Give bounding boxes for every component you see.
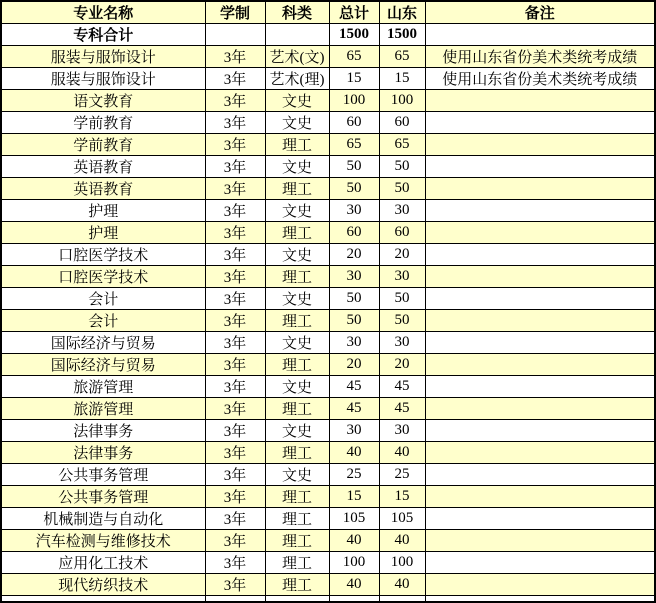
remark-cell	[425, 112, 655, 134]
col-header-total: 总计	[329, 1, 379, 24]
total-cell: 50	[329, 156, 379, 178]
empty-cell	[265, 596, 329, 603]
major-name-cell: 现代纺织技术	[1, 574, 205, 596]
major-name-cell: 语文教育	[1, 90, 205, 112]
remark-cell	[425, 288, 655, 310]
category-cell: 理工	[265, 442, 329, 464]
total-cell: 45	[329, 376, 379, 398]
total-cell: 25	[329, 464, 379, 486]
empty-cell	[329, 596, 379, 603]
table-row	[1, 310, 655, 332]
duration-cell: 3年	[205, 508, 265, 530]
total-cell: 45	[329, 398, 379, 420]
col-header-duration: 学制	[205, 1, 265, 24]
major-name-cell: 会计	[1, 288, 205, 310]
category-cell: 理工	[265, 310, 329, 332]
category-cell: 文史	[265, 376, 329, 398]
major-name-cell: 公共事务管理	[1, 464, 205, 486]
table-row	[1, 68, 655, 90]
major-name-cell: 学前教育	[1, 112, 205, 134]
remark-cell	[425, 332, 655, 354]
total-cell: 30	[329, 420, 379, 442]
remark-cell	[425, 530, 655, 552]
remark-cell	[425, 222, 655, 244]
major-name-cell: 国际经济与贸易	[1, 332, 205, 354]
total-cell: 20	[329, 354, 379, 376]
total-cell: 65	[329, 134, 379, 156]
category-cell: 理工	[265, 398, 329, 420]
table-row	[1, 244, 655, 266]
total-cell: 50	[329, 288, 379, 310]
table-row	[1, 442, 655, 464]
total-cell: 105	[329, 508, 379, 530]
duration-cell: 3年	[205, 156, 265, 178]
duration-cell: 3年	[205, 574, 265, 596]
clipped-partial-row	[1, 596, 655, 603]
table-header-row	[1, 1, 655, 24]
shandong-cell: 25	[379, 464, 425, 486]
category-cell: 理工	[265, 354, 329, 376]
category-cell: 文史	[265, 112, 329, 134]
col-header-major-name: 专业名称	[1, 1, 205, 24]
table-row	[1, 486, 655, 508]
remark-cell	[425, 134, 655, 156]
shandong-cell: 50	[379, 156, 425, 178]
remark-cell	[425, 464, 655, 486]
total-cell: 60	[329, 112, 379, 134]
major-name-cell: 旅游管理	[1, 398, 205, 420]
category-cell: 文史	[265, 244, 329, 266]
summary-row	[1, 24, 655, 46]
category-cell: 文史	[265, 200, 329, 222]
total-cell: 40	[329, 530, 379, 552]
shandong-cell: 30	[379, 332, 425, 354]
major-name-cell: 口腔医学技术	[1, 266, 205, 288]
shandong-cell: 50	[379, 178, 425, 200]
category-cell: 理工	[265, 552, 329, 574]
remark-cell	[425, 200, 655, 222]
shandong-cell: 105	[379, 508, 425, 530]
category-cell: 文史	[265, 420, 329, 442]
category-cell: 文史	[265, 464, 329, 486]
empty-cell	[379, 596, 425, 603]
category-cell: 理工	[265, 574, 329, 596]
major-name-cell: 公共事务管理	[1, 486, 205, 508]
category-cell: 理工	[265, 508, 329, 530]
duration-cell: 3年	[205, 288, 265, 310]
col-header-remark: 备注	[425, 1, 655, 24]
duration-cell: 3年	[205, 486, 265, 508]
table-row	[1, 200, 655, 222]
empty-cell	[425, 596, 655, 603]
total-cell: 15	[329, 486, 379, 508]
duration-cell: 3年	[205, 398, 265, 420]
total-cell: 50	[329, 310, 379, 332]
remark-cell	[425, 552, 655, 574]
major-name-cell: 汽车检测与维修技术	[1, 530, 205, 552]
table-row	[1, 46, 655, 68]
remark-cell	[425, 486, 655, 508]
remark-cell	[425, 90, 655, 112]
summary-shandong: 1500	[379, 24, 425, 46]
duration-cell: 3年	[205, 200, 265, 222]
duration-cell: 3年	[205, 552, 265, 574]
major-name-cell: 服装与服饰设计	[1, 68, 205, 90]
total-cell: 50	[329, 178, 379, 200]
shandong-cell: 20	[379, 244, 425, 266]
shandong-cell: 60	[379, 222, 425, 244]
table-row	[1, 530, 655, 552]
duration-cell: 3年	[205, 354, 265, 376]
table-row	[1, 464, 655, 486]
remark-cell: 使用山东省份美术类统考成绩	[425, 68, 655, 90]
remark-cell	[425, 156, 655, 178]
shandong-cell: 40	[379, 574, 425, 596]
duration-cell: 3年	[205, 332, 265, 354]
duration-cell: 3年	[205, 222, 265, 244]
duration-cell: 3年	[205, 376, 265, 398]
remark-cell	[425, 574, 655, 596]
major-name-cell: 旅游管理	[1, 376, 205, 398]
summary-total: 1500	[329, 24, 379, 46]
table-row	[1, 222, 655, 244]
remark-cell	[425, 376, 655, 398]
duration-cell: 3年	[205, 134, 265, 156]
category-cell: 文史	[265, 156, 329, 178]
summary-duration	[205, 24, 265, 46]
category-cell: 艺术(理)	[265, 68, 329, 90]
category-cell: 理工	[265, 222, 329, 244]
total-cell: 30	[329, 200, 379, 222]
major-name-cell: 服装与服饰设计	[1, 46, 205, 68]
remark-cell	[425, 442, 655, 464]
major-name-cell: 护理	[1, 222, 205, 244]
empty-cell	[1, 596, 205, 603]
shandong-cell: 50	[379, 288, 425, 310]
duration-cell: 3年	[205, 112, 265, 134]
category-cell: 理工	[265, 134, 329, 156]
duration-cell: 3年	[205, 46, 265, 68]
category-cell: 文史	[265, 90, 329, 112]
table-row	[1, 112, 655, 134]
duration-cell: 3年	[205, 310, 265, 332]
table-row	[1, 376, 655, 398]
shandong-cell: 45	[379, 376, 425, 398]
shandong-cell: 30	[379, 200, 425, 222]
remark-cell	[425, 178, 655, 200]
major-name-cell: 法律事务	[1, 420, 205, 442]
shandong-cell: 40	[379, 530, 425, 552]
total-cell: 20	[329, 244, 379, 266]
col-header-shandong: 山东	[379, 1, 425, 24]
table-row	[1, 552, 655, 574]
major-name-cell: 英语教育	[1, 156, 205, 178]
shandong-cell: 65	[379, 134, 425, 156]
shandong-cell: 50	[379, 310, 425, 332]
total-cell: 15	[329, 68, 379, 90]
table-row	[1, 398, 655, 420]
table-row	[1, 354, 655, 376]
remark-cell	[425, 354, 655, 376]
shandong-cell: 15	[379, 68, 425, 90]
summary-category	[265, 24, 329, 46]
total-cell: 100	[329, 552, 379, 574]
remark-cell	[425, 508, 655, 530]
table-row	[1, 178, 655, 200]
category-cell: 理工	[265, 178, 329, 200]
total-cell: 65	[329, 46, 379, 68]
major-name-cell: 应用化工技术	[1, 552, 205, 574]
summary-label: 专科合计	[1, 24, 205, 46]
remark-cell	[425, 244, 655, 266]
duration-cell: 3年	[205, 90, 265, 112]
total-cell: 40	[329, 574, 379, 596]
major-name-cell: 法律事务	[1, 442, 205, 464]
shandong-cell: 30	[379, 266, 425, 288]
table-row	[1, 574, 655, 596]
remark-cell: 使用山东省份美术类统考成绩	[425, 46, 655, 68]
shandong-cell: 45	[379, 398, 425, 420]
remark-cell	[425, 420, 655, 442]
table-body	[1, 24, 655, 603]
duration-cell: 3年	[205, 244, 265, 266]
remark-cell	[425, 266, 655, 288]
major-name-cell: 会计	[1, 310, 205, 332]
remark-cell	[425, 310, 655, 332]
duration-cell: 3年	[205, 68, 265, 90]
shandong-cell: 100	[379, 90, 425, 112]
table-row	[1, 288, 655, 310]
shandong-cell: 30	[379, 420, 425, 442]
major-name-cell: 机械制造与自动化	[1, 508, 205, 530]
total-cell: 30	[329, 266, 379, 288]
duration-cell: 3年	[205, 420, 265, 442]
table-row	[1, 134, 655, 156]
table-row	[1, 332, 655, 354]
duration-cell: 3年	[205, 442, 265, 464]
shandong-cell: 65	[379, 46, 425, 68]
table-row	[1, 156, 655, 178]
table-row	[1, 90, 655, 112]
shandong-cell: 40	[379, 442, 425, 464]
summary-remark	[425, 24, 655, 46]
major-name-cell: 英语教育	[1, 178, 205, 200]
remark-cell	[425, 398, 655, 420]
category-cell: 艺术(文)	[265, 46, 329, 68]
shandong-cell: 100	[379, 552, 425, 574]
duration-cell: 3年	[205, 178, 265, 200]
total-cell: 30	[329, 332, 379, 354]
total-cell: 40	[329, 442, 379, 464]
category-cell: 理工	[265, 266, 329, 288]
category-cell: 理工	[265, 486, 329, 508]
major-name-cell: 学前教育	[1, 134, 205, 156]
major-name-cell: 口腔医学技术	[1, 244, 205, 266]
table-row	[1, 266, 655, 288]
empty-cell	[205, 596, 265, 603]
shandong-cell: 20	[379, 354, 425, 376]
duration-cell: 3年	[205, 530, 265, 552]
category-cell: 文史	[265, 332, 329, 354]
table-row	[1, 508, 655, 530]
category-cell: 文史	[265, 288, 329, 310]
duration-cell: 3年	[205, 464, 265, 486]
total-cell: 60	[329, 222, 379, 244]
major-name-cell: 国际经济与贸易	[1, 354, 205, 376]
total-cell: 100	[329, 90, 379, 112]
major-name-cell: 护理	[1, 200, 205, 222]
duration-cell: 3年	[205, 266, 265, 288]
table-row	[1, 420, 655, 442]
shandong-cell: 15	[379, 486, 425, 508]
col-header-category: 科类	[265, 1, 329, 24]
category-cell: 理工	[265, 530, 329, 552]
shandong-cell: 60	[379, 112, 425, 134]
